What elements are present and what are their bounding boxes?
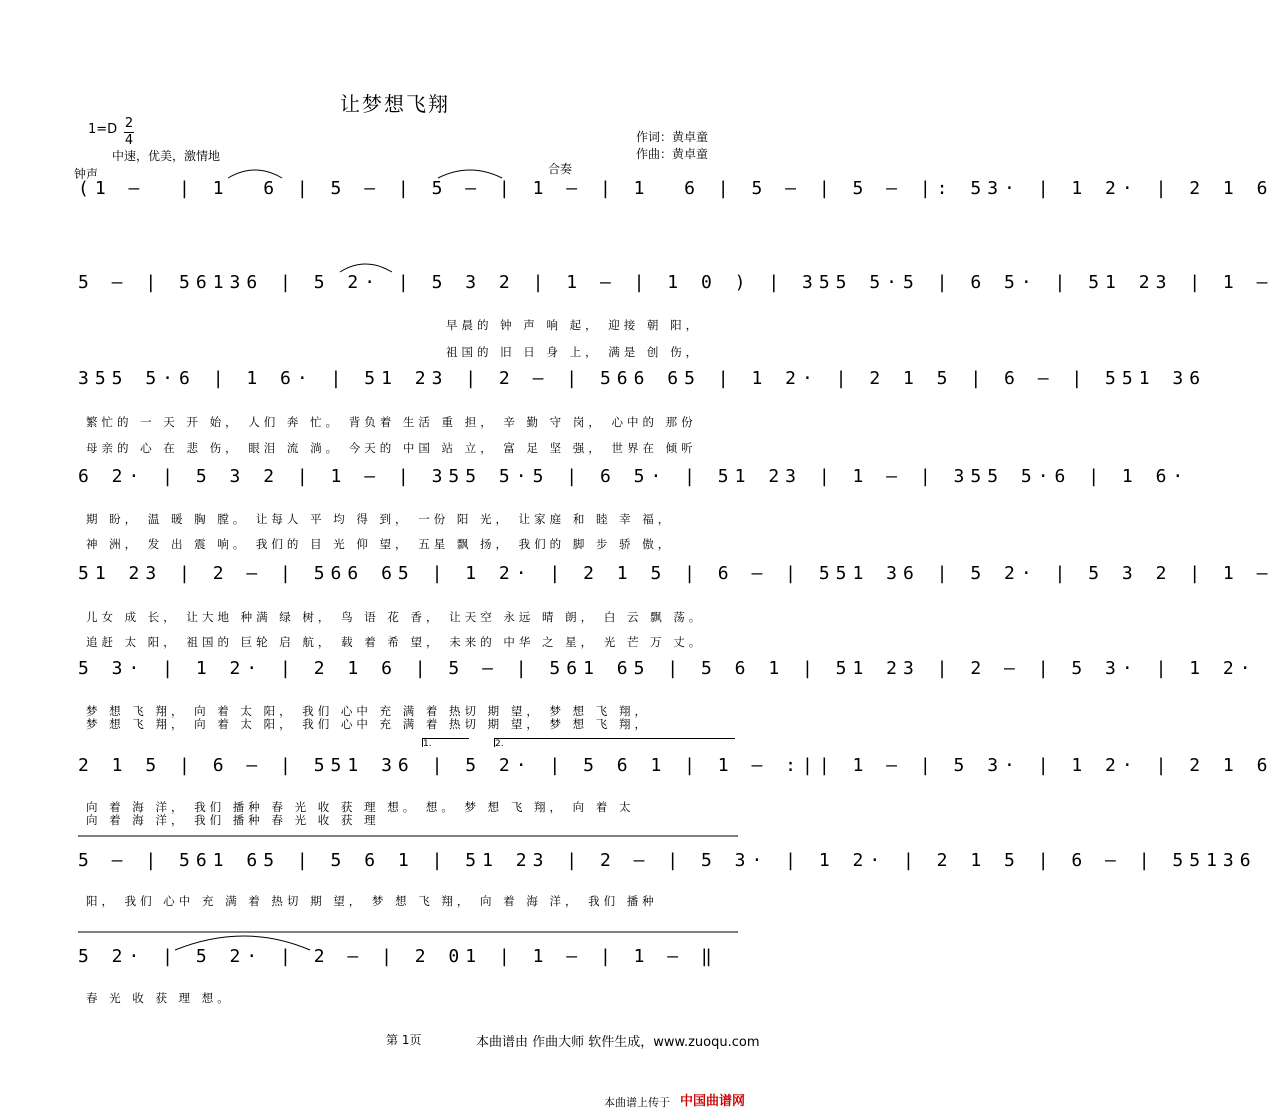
slur-2	[438, 170, 502, 178]
generator-credit: 本曲谱由 作曲大师 软件生成，www.zuoqu.com	[476, 1035, 760, 1050]
notes-row-5: 51 23 | 2 – | 566 65 | 1 2· | 2 1 5 | 6 – | 551 36 | 5 2· | 5 3 2 | 1 –	[78, 563, 1273, 584]
page-number: 第 1页	[386, 1033, 422, 1047]
lyric-row-2-verse-1: 早晨的 钟 声 响 起， 迎接 朝 阳，	[446, 318, 702, 332]
notes-row-7: 2 1 5 | 6 – | 551 36 | 5 2· | 5 6 1 | 1 – :|| 1 – | 5 3· | 1 2· | 2 1 6	[78, 755, 1273, 776]
notes-row-2: 5 – | 56136 | 5 2· | 5 3 2 | 1 – | 1 0 ) | 355 5·5 | 6 5· | 51 23 | 1 –	[78, 272, 1273, 293]
first-ending-label: 1.	[423, 739, 432, 749]
notes-row-1: (1 – | 1 6 | 5 – | 5 – | 1 – | 1 6 | 5 – | 5 – |: 53· | 1 2· | 2 1 6	[78, 178, 1273, 199]
lyricist: 作词：黄卓童	[636, 130, 709, 144]
lyric-row-9-verse-1: 春 光 收 获 理 想。	[86, 991, 233, 1005]
time-sig-bottom: 4	[124, 133, 134, 148]
tutti-label: 合奏	[548, 162, 573, 176]
time-sig-top: 2	[124, 116, 134, 131]
slur-4	[175, 936, 310, 950]
notes-row-6: 5 3· | 1 2· | 2 1 6 | 5 – | 561 65 | 5 6 1 | 51 23 | 2 – | 5 3· | 1 2·	[78, 658, 1257, 679]
lyric-row-7-verse-1: 向 着 海 洋， 我们 播种 春 光 收 获 理 想。 想。 梦 想 飞 翔， 向 着 太	[86, 800, 635, 814]
slur-1	[228, 170, 282, 178]
tempo-marking: 中速，优美，激情地	[112, 149, 221, 163]
notes-row-9: 5 2· | 5 2· | 2 – | 2 01 | 1 – | 1 – ‖	[78, 946, 718, 967]
lyric-row-7-verse-2: 向 着 海 洋， 我们 播种 春 光 收 获 理	[86, 813, 380, 827]
lyric-row-6-verse-1: 梦 想 飞 翔， 向 着 太 阳， 我们 心中 充 满 着 热切 期 望， 梦 想 飞 翔，	[86, 704, 650, 718]
lyric-row-2-verse-2: 祖国的 旧 日 身 上， 满是 创 伤，	[446, 345, 702, 359]
second-ending-label: 2.	[495, 739, 504, 749]
lyric-row-3-verse-2: 母亲的 心 在 悲 伤， 眼泪 流 淌。 今天的 中国 站 立， 富 足 坚 强， 世界在 倾听	[86, 441, 697, 455]
site-logo[interactable]	[680, 1090, 772, 1110]
lyric-row-4-verse-2: 神 洲， 发 出 震 响。 我们的 目 光 仰 望， 五星 飘 扬， 我们的 脚 步 骄 傲，	[86, 537, 674, 551]
upload-credit: 本曲谱上传于	[604, 1096, 670, 1109]
lyric-row-8-verse-1: 阳， 我们 心中 充 满 着 热切 期 望， 梦 想 飞 翔， 向 着 海 洋， 我们 播种	[86, 894, 658, 908]
page-title: 让梦想飞翔	[340, 92, 450, 116]
notes-row-4: 6 2· | 5 3 2 | 1 – | 355 5·5 | 6 5· | 51 23 | 1 – | 355 5·6 | 1 6·	[78, 466, 1190, 487]
composer: 作曲：黄卓童	[636, 147, 709, 161]
notes-row-3: 355 5·6 | 1 6· | 51 23 | 2 – | 566 65 | 1 2· | 2 1 5 | 6 – | 551 36	[78, 368, 1207, 389]
lyric-row-5-verse-1: 儿女 成 长， 让大地 种满 绿 树， 鸟 语 花 香， 让天空 永远 晴 朗， 白 云 飘 荡。	[86, 610, 705, 624]
lyric-row-5-verse-2: 追赶 太 阳， 祖国的 巨轮 启 航， 载 着 希 望， 未来的 中华 之 星， 光 芒 万 丈。	[86, 635, 705, 649]
bell-label: 钟声	[74, 167, 99, 181]
lyric-row-3-verse-1: 繁忙的 一 天 开 始， 人们 奔 忙。 背负着 生活 重 担， 辛 勤 守 岗， 心中的 那份	[86, 415, 697, 429]
lyric-row-6-verse-2: 梦 想 飞 翔， 向 着 太 阳， 我们 心中 充 满 着 热切 期 望， 梦 想 飞 翔，	[86, 717, 650, 731]
lyric-row-4-verse-1: 期 盼， 温 暖 胸 膛。 让每人 平 均 得 到， 一份 阳 光， 让家庭 和 睦 幸 福，	[86, 512, 674, 526]
site-logo-text: 中国曲谱网	[680, 1094, 746, 1109]
notes-row-8: 5 – | 561 65 | 5 6 1 | 51 23 | 2 – | 5 3· | 1 2· | 2 1 5 | 6 – | 55136	[78, 850, 1257, 871]
slur-3	[340, 264, 392, 272]
key-signature: 1=D	[88, 122, 118, 137]
